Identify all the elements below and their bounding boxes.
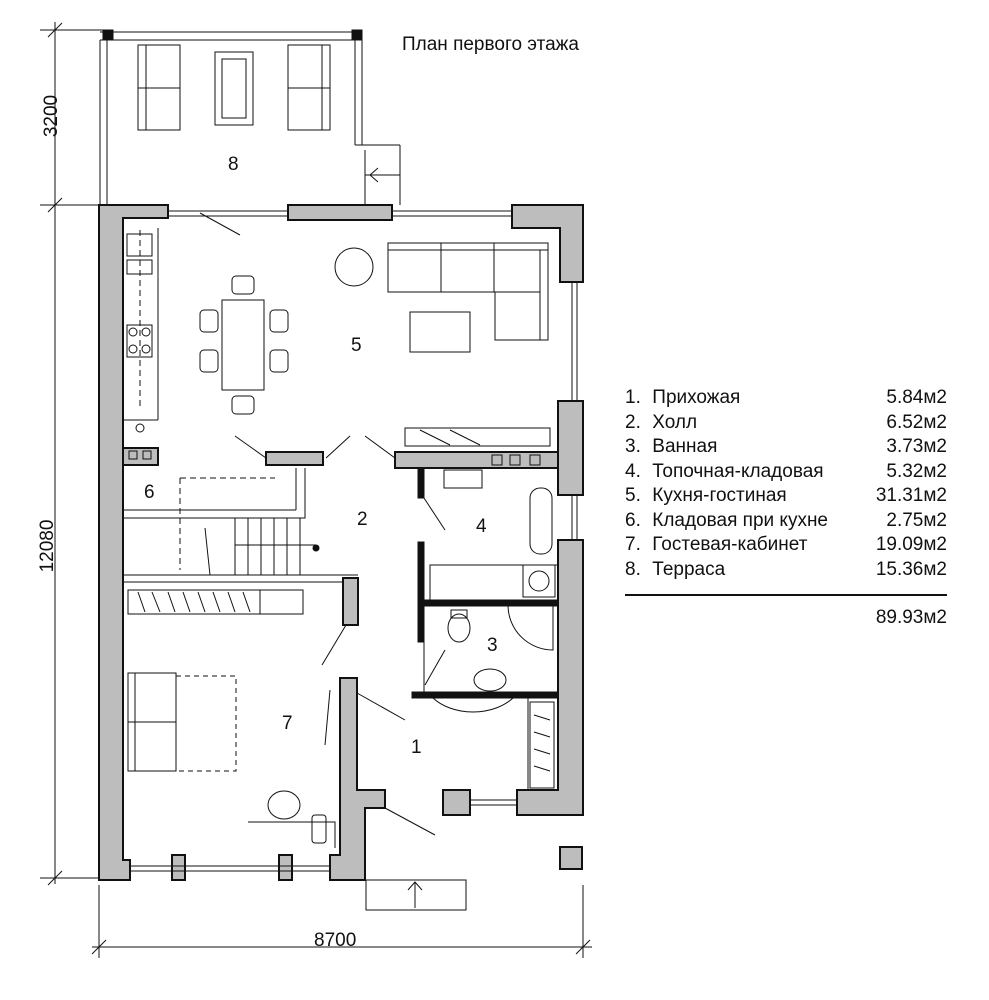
dining-table: [200, 248, 373, 414]
legend-row: [625, 411, 947, 436]
legend-area: 5.84м2: [886, 387, 947, 408]
legend-name: Ванная: [652, 436, 718, 457]
room-label-3: 3: [487, 635, 498, 656]
room-label-8: 8: [228, 154, 239, 175]
legend-area: 31.31м2: [875, 485, 947, 506]
legend-name: Холл: [652, 411, 698, 433]
legend-row: [625, 484, 947, 509]
stairs: [180, 478, 319, 575]
walls: [99, 205, 583, 880]
house-depth-dimension: 12080: [37, 519, 58, 573]
area-legend: [625, 386, 947, 629]
legend-divider: [625, 594, 947, 596]
legend-area: 2.75м2: [886, 509, 947, 531]
entrance-porch: [366, 880, 466, 910]
room-label-6: 6: [144, 482, 155, 503]
terrace: [100, 30, 400, 205]
legend-row: [625, 558, 947, 583]
legend-num: 1.: [625, 387, 641, 408]
legend-total: 89.93м2: [875, 607, 947, 628]
legend-area: 5.32м2: [886, 460, 947, 482]
legend-name: Терраса: [652, 558, 726, 580]
doors: [200, 213, 445, 835]
room-label-2: 2: [357, 509, 368, 530]
fixtures: [430, 455, 558, 788]
legend-area: 3.73м2: [886, 436, 947, 457]
legend-name: Кухня-гостиная: [652, 485, 787, 506]
legend-area: 6.52м2: [886, 411, 947, 433]
legend-num: 4.: [625, 460, 641, 482]
legend-num: 6.: [625, 509, 641, 531]
guest-bed: [128, 673, 335, 848]
legend-num: 8.: [625, 558, 641, 580]
legend-area: 19.09м2: [875, 534, 947, 555]
legend-row: [625, 386, 947, 411]
legend-row: [625, 460, 947, 485]
legend-area: 15.36м2: [875, 558, 947, 580]
plan-title: План первого этажа: [402, 34, 579, 55]
living-sofa: [388, 243, 550, 446]
legend-num: 7.: [625, 534, 641, 555]
legend-name: Кладовая при кухне: [652, 509, 829, 531]
terrace-depth-dimension: 3200: [41, 94, 62, 138]
legend-num: 3.: [625, 436, 641, 457]
legend-name: Топочная-кладовая: [652, 460, 824, 482]
legend-row: [625, 533, 947, 558]
legend-num: 5.: [625, 485, 641, 506]
room-label-5: 5: [351, 335, 362, 356]
wardrobe: [128, 590, 303, 614]
house-width-dimension: 8700: [314, 930, 357, 951]
legend-row: [625, 509, 947, 534]
legend-row: [625, 435, 947, 460]
room-label-1: 1: [411, 737, 422, 758]
room-label-4: 4: [476, 516, 487, 537]
room-label-7: 7: [282, 713, 293, 734]
legend-name: Гостевая-кабинет: [652, 534, 808, 555]
legend-name: Прихожая: [652, 387, 741, 408]
kitchen-unit: [123, 228, 158, 459]
legend-num: 2.: [625, 411, 641, 433]
